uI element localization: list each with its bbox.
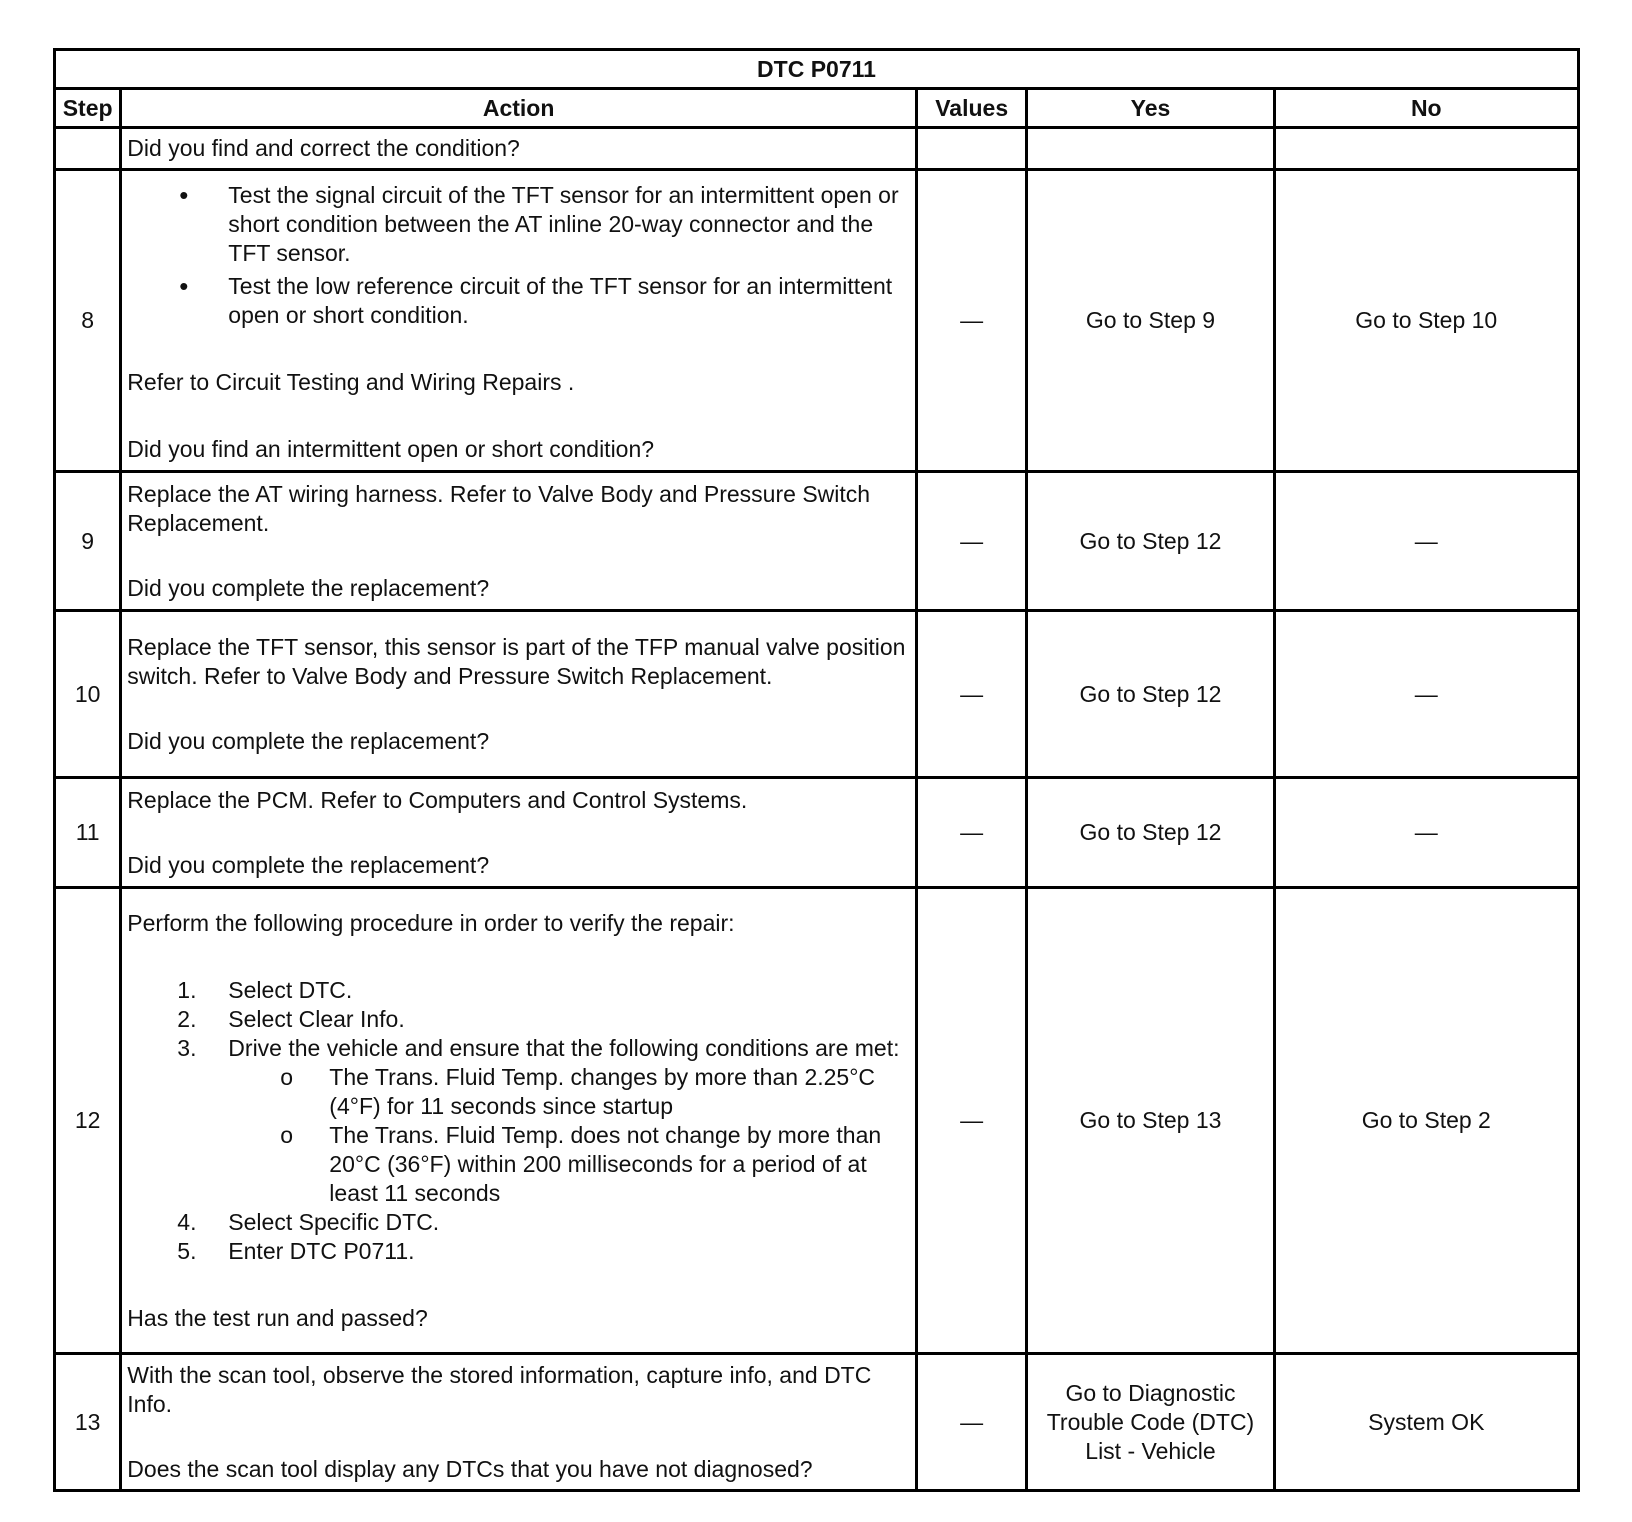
action-intro: Perform the following procedure in order to verify the repair: [127,909,735,936]
values-cell: — [916,611,1027,778]
yes-cell: Go to Step 12 [1027,472,1274,611]
step-cell: 9 [55,472,121,611]
values-cell: — [916,472,1027,611]
action-cell [121,611,917,778]
values-cell [916,128,1027,170]
yes-cell: Go to Step 12 [1027,778,1274,888]
values-cell: — [916,1354,1027,1491]
condition-list [228,1063,910,1208]
step-cell: 11 [55,778,121,888]
list-item: 5. Enter DTC P0711. [177,1237,415,1264]
no-cell: — [1274,611,1578,778]
values-cell: — [916,888,1027,1354]
values-cell: — [916,778,1027,888]
list-item: 3. Drive the vehicle and ensure that the following conditions are met: o The Trans. Fluid Temp. changes by more than 2.25°C (4°F) for 11 seconds since startup o The Trans. Fluid Temp. does not change by more than 20°C (36°F) within 200 milliseconds for a period of at least 11 seconds [127,1034,910,1208]
procedure-list [127,976,910,1266]
action-cell [121,1354,917,1491]
yes-cell: Go to Step 12 [1027,611,1274,778]
yes-cell [1027,1354,1274,1491]
list-item: 2. Select Clear Info. [177,1005,405,1032]
table-title: DTC P0711 [55,50,1579,89]
action-reference: Refer to Circuit Testing and Wiring Repairs . [127,369,575,395]
action-question: Did you complete the replacement? [127,727,490,754]
action-question: Did you find an intermittent open or short condition? [127,436,655,462]
yes-line: List - Vehicle [1085,1437,1216,1464]
list-item: o The Trans. Fluid Temp. changes by more than 2.25°C (4°F) for 11 seconds since startup [228,1063,910,1121]
action-text: With the scan tool, observe the stored information, capture info, and DTC Info. [127,1361,872,1417]
list-item: • Test the low reference circuit of the TFT sensor for an intermittent open or short condition. [127,272,910,330]
header-values: Values [916,89,1027,128]
no-cell: System OK [1274,1354,1578,1491]
yes-cell [1027,128,1274,170]
header-no: No [1274,89,1578,128]
list-item: • Test the signal circuit of the TFT sensor for an intermittent open or short condition between the AT inline 20-way connector and the TFT sensor. [127,181,910,268]
action-question: Does the scan tool display any DTCs that you have not diagnosed? [127,1455,813,1482]
no-cell: — [1274,472,1578,611]
no-cell: Go to Step 10 [1274,170,1578,472]
yes-line: Go to Diagnostic [1065,1379,1236,1406]
yes-cell: Go to Step 9 [1027,170,1274,472]
step-cell: 10 [55,611,121,778]
action-text: Replace the PCM. Refer to Computers and Control Systems. [127,786,748,813]
header-row [55,89,1579,128]
header-step: Step [55,89,121,128]
table-row [55,170,1579,472]
list-item: 4. Select Specific DTC. [177,1208,440,1235]
no-cell [1274,128,1578,170]
yes-cell: Go to Step 13 [1027,888,1274,1354]
yes-line: Trouble Code (DTC) [1046,1408,1255,1435]
table-row [55,611,1579,778]
no-cell: Go to Step 2 [1274,888,1578,1354]
values-dash: — [960,307,984,333]
action-cell [121,888,917,1354]
action-question: Did you find and correct the condition? [127,135,520,161]
table-row [55,778,1579,888]
table-row [55,888,1579,1354]
header-yes: Yes [1027,89,1274,128]
action-question: Did you complete the replacement? [127,851,490,878]
values-cell [916,170,1027,472]
action-cell [121,170,917,472]
step-cell: 12 [55,888,121,1354]
list-item: 1. Select DTC. [177,976,353,1003]
step-cell [55,128,121,170]
bullet-list [127,181,910,330]
step-cell: 13 [55,1354,121,1491]
list-item: o The Trans. Fluid Temp. does not change by more than 20°C (36°F) within 200 milliseconds for a period of at least 11 seconds [228,1121,910,1208]
step-cell: 8 [55,170,121,472]
action-question: Has the test run and passed? [127,1304,428,1331]
table-row [55,1354,1579,1491]
table-row [55,128,1579,170]
dtc-table [53,48,1580,1492]
header-action: Action [121,89,917,128]
action-cell [121,472,917,611]
action-question: Did you complete the replacement? [127,574,490,601]
action-cell [121,128,917,170]
action-text: Replace the AT wiring harness. Refer to Valve Body and Pressure Switch Replacement. [127,480,871,536]
no-cell: — [1274,778,1578,888]
table-row [55,472,1579,611]
action-text: Replace the TFT sensor, this sensor is part of the TFP manual valve position switch. Refer to Valve Body and Pressure Switch Replacement. [127,633,906,689]
action-cell [121,778,917,888]
